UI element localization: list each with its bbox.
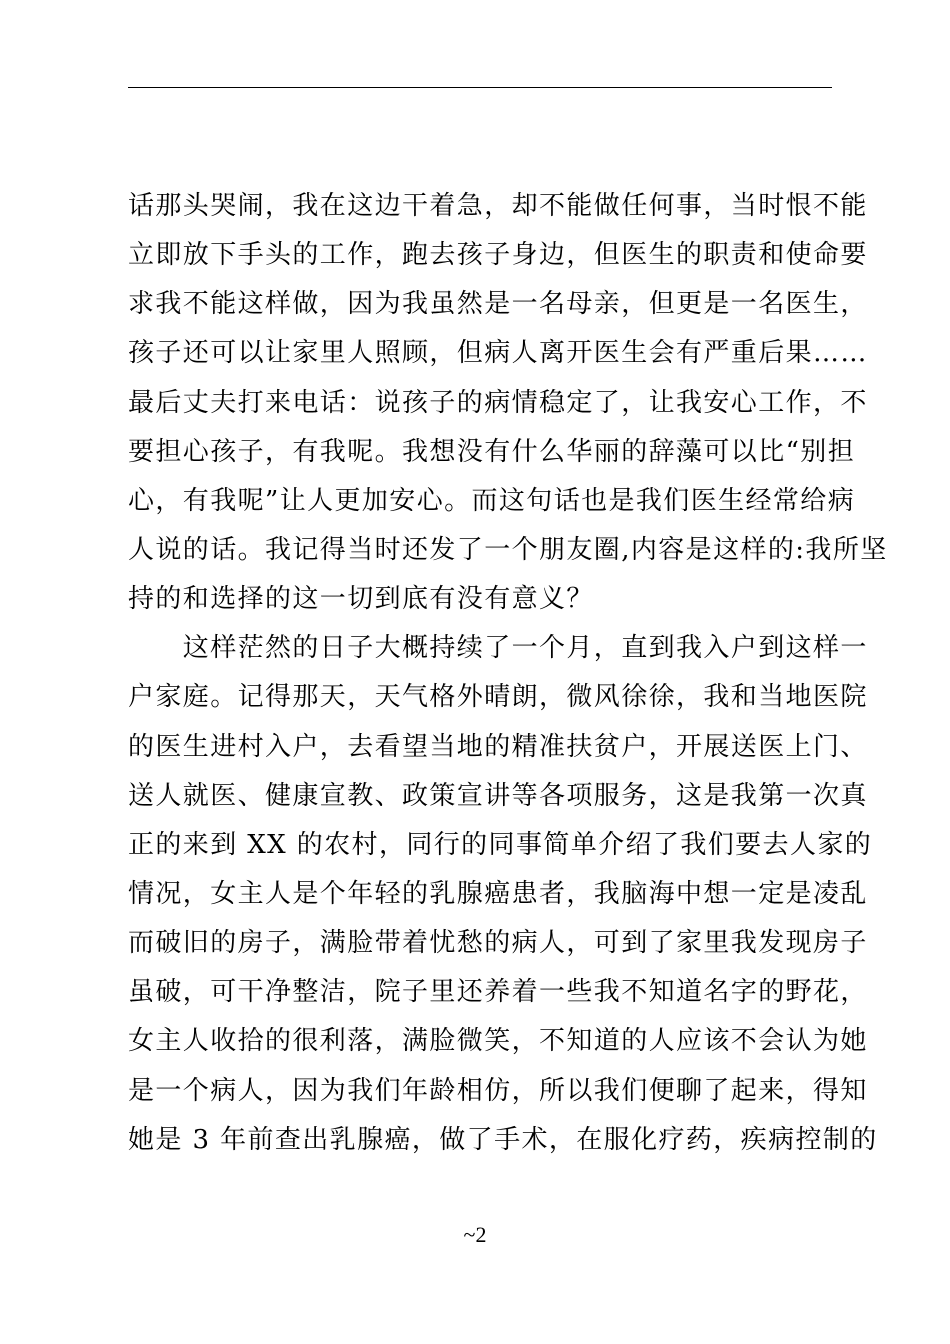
text-line: 最后丈夫打来电话：说孩子的病情稳定了，让我安心工作，不: [128, 387, 868, 418]
text-line: 要担心孩子，有我呢。我想没有什么华丽的辞藻可以比“别担: [128, 436, 856, 467]
text-line: 而破旧的房子，满脸带着忧愁的病人，可到了家里我发现房子: [128, 928, 868, 959]
text-line: 正的来到 XX 的农村，同行的同事简单介绍了我们要去人家的: [128, 829, 873, 860]
text-line: 情况，女主人是个年轻的乳腺癌患者，我脑海中想一定是凌乱: [128, 878, 868, 909]
text-line: 求我不能这样做，因为我虽然是一名母亲，但更是一名医生，: [128, 289, 868, 320]
body-text: [128, 182, 888, 1165]
text-line: 户家庭。记得那天，天气格外晴朗，微风徐徐，我和当地医院: [128, 682, 868, 713]
text-line: 立即放下手头的工作，跑去孩子身边，但医生的职责和使命要: [128, 240, 868, 271]
text-line: 心，有我呢”让人更加安心。而这句话也是我们医生经常给病: [128, 485, 856, 516]
text-line: 持的和选择的这一切到底有没有意义？: [128, 584, 594, 615]
text-line: 的医生进村入户，去看望当地的精准扶贫户，开展送医上门、: [128, 731, 868, 762]
text-line: 虽破，可干净整洁，院子里还养着一些我不知道名字的野花，: [128, 977, 868, 1008]
text-line: 送人就医、健康宣教、政策宣讲等各项服务，这是我第一次真: [128, 780, 868, 811]
text-line: 人说的话。我记得当时还发了一个朋友圈,内容是这样的:我所坚: [128, 534, 888, 565]
text-line: 女主人收拾的很利落，满脸微笑，不知道的人应该不会认为她: [128, 1026, 868, 1057]
page-number: ~2: [463, 1222, 487, 1247]
text-line: 这样茫然的日子大概持续了一个月，直到我入户到这样一: [128, 633, 868, 664]
text-line: 孩子还可以让家里人照顾，但病人离开医生会有严重后果……: [128, 338, 868, 369]
text-line: 是一个病人，因为我们年龄相仿，所以我们便聊了起来，得知: [128, 1075, 868, 1106]
text-line: 话那头哭闹，我在这边干着急，却不能做任何事，当时恨不能: [128, 191, 868, 221]
text-line: 她是 3 年前查出乳腺癌，做了手术，在服化疗药，疾病控制的: [128, 1124, 878, 1155]
header-rule: [128, 87, 832, 88]
